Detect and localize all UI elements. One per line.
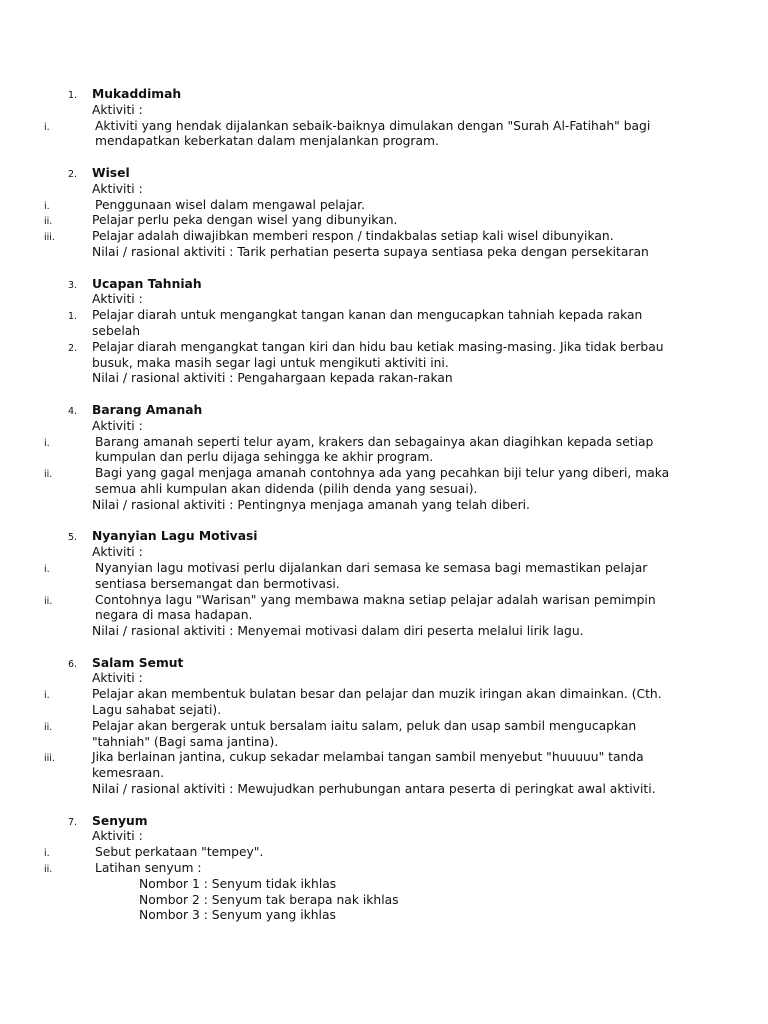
section-ucapan-tahniah xyxy=(0,277,768,388)
item-text: Aktiviti yang hendak dijalankan sebaik-baiknya dimulakan dengan "Surah Al-Fatihah" bagi mendapatkan keberkatan dalam menjalankan program. xyxy=(95,118,651,149)
item-text: Pelajar akan membentuk bulatan besar dan pelajar dan muzik iringan akan dimainkan. (Cth. Lagu sahabat sejati). xyxy=(92,687,662,718)
list-item xyxy=(0,845,768,861)
item-text: Bagi yang gagal menjaga amanah contohnya ada yang pecahkan biji telur yang diberi, maka semua ahli kumpulan akan didenda (pilih denda yang sesuai). xyxy=(95,466,670,496)
item-text: Jika berlainan jantina, cukup sekadar melambai tangan sambil menyebut "huuuuu" tanda kemesraan. xyxy=(92,750,644,781)
item-marker: i. xyxy=(44,200,50,212)
list-item xyxy=(0,213,768,229)
item-marker: ii. xyxy=(44,721,53,733)
section-number: 5. xyxy=(68,532,78,544)
nilai-rasional: Nilai / rasional aktiviti : Tarik perhatian peserta supaya sentiasa peka dengan persekitaran xyxy=(92,244,649,259)
aktiviti-label: Aktiviti : xyxy=(92,545,143,560)
nilai-rasional: Nilai / rasional aktiviti : Menyemai motivasi dalam diri peserta melalui lirik lagu. xyxy=(92,624,584,639)
item-marker: i. xyxy=(44,437,50,449)
list-item xyxy=(0,593,768,625)
aktiviti-label: Aktiviti : xyxy=(92,418,143,433)
section-number: 1. xyxy=(68,90,78,101)
item-marker: ii. xyxy=(44,469,53,481)
nilai-rasional: Nilai / rasional aktiviti : Pengahargaan kepada rakan-rakan xyxy=(92,371,453,386)
document-content xyxy=(0,87,768,924)
section-number: 7. xyxy=(68,816,78,828)
item-marker: ii. xyxy=(44,864,53,876)
item-marker: i. xyxy=(44,690,50,702)
item-marker: iii. xyxy=(44,232,55,244)
section-number: 6. xyxy=(68,658,78,670)
item-text: Latihan senyum : xyxy=(95,861,202,876)
aktiviti-label: Aktiviti : xyxy=(92,292,143,307)
list-item xyxy=(0,198,768,214)
section-mukaddimah xyxy=(0,87,768,150)
section-number: 3. xyxy=(68,279,78,291)
section-nyanyian-lagu-motivasi xyxy=(0,529,768,640)
section-title: Barang Amanah xyxy=(92,402,203,417)
sub-list-item: Nombor 1 : Senyum tidak ikhlas xyxy=(139,876,337,891)
section-title: Mukaddimah xyxy=(92,87,182,101)
item-text: Pelajar akan bergerak untuk bersalam iaitu salam, peluk dan usap sambil mengucapkan "tahniah" (Bagi sama jantina). xyxy=(92,718,637,749)
section-title: Senyum xyxy=(92,813,148,828)
section-number: 4. xyxy=(68,405,78,417)
list-item xyxy=(0,561,768,593)
item-text: Pelajar diarah mengangkat tangan kiri dan hidu bau ketiak masing-masing. Jika tidak berbau busuk, maka masih segar lagi untuk mengikuti aktiviti ini. xyxy=(92,339,664,370)
section-number: 2. xyxy=(68,168,78,180)
aktiviti-label: Aktiviti : xyxy=(92,671,143,686)
item-text: Barang amanah seperti telur ayam, krakers dan sebagainya akan diagihkan kepada setiap kumpulan dan perlu dijaga sehingga ke akhir program. xyxy=(95,434,654,465)
item-marker: iii. xyxy=(44,753,55,765)
section-title: Ucapan Tahniah xyxy=(92,276,202,291)
list-item xyxy=(0,119,768,151)
section-title: Wisel xyxy=(92,165,130,180)
aktiviti-label: Aktiviti : xyxy=(92,102,143,117)
sub-list-item: Nombor 3 : Senyum yang ikhlas xyxy=(139,908,336,923)
sub-list-item: Nombor 2 : Senyum tak berapa nak ikhlas xyxy=(139,892,399,907)
list-item xyxy=(0,340,768,372)
list-item xyxy=(0,861,768,877)
item-text: Contohnya lagu "Warisan" yang membawa makna setiap pelajar adalah warisan pemimpin negara di masa hadapan. xyxy=(95,592,656,623)
item-text: Sebut perkataan "tempey". xyxy=(95,845,264,860)
section-title: Salam Semut xyxy=(92,655,184,670)
list-item xyxy=(0,308,768,340)
item-marker: 2. xyxy=(68,342,78,354)
item-text: Nyanyian lagu motivasi perlu dijalankan dari semasa ke semasa bagi memastikan pelajar sentiasa bersemangat dan bermotivasi. xyxy=(95,560,648,591)
list-item xyxy=(0,719,768,751)
section-title: Nyanyian Lagu Motivasi xyxy=(92,529,258,544)
nilai-rasional: Nilai / rasional aktiviti : Mewujudkan perhubungan antara peserta di peringkat awal aktiviti. xyxy=(92,782,656,797)
list-item xyxy=(0,229,768,245)
item-text: Pelajar adalah diwajibkan memberi respon / tindakbalas setiap kali wisel dibunyikan. xyxy=(92,229,614,244)
item-marker: i. xyxy=(44,121,50,133)
list-item xyxy=(0,687,768,719)
item-marker: 1. xyxy=(68,311,78,323)
item-marker: ii. xyxy=(44,216,53,228)
aktiviti-label: Aktiviti : xyxy=(92,829,143,844)
item-text: Pelajar perlu peka dengan wisel yang dibunyikan. xyxy=(92,213,398,228)
section-salam-semut xyxy=(0,656,768,798)
section-barang-amanah xyxy=(0,403,768,514)
nilai-rasional: Nilai / rasional aktiviti : Pentingnya menjaga amanah yang telah diberi. xyxy=(92,497,530,512)
list-item xyxy=(0,750,768,782)
item-text: Penggunaan wisel dalam mengawal pelajar. xyxy=(95,197,365,212)
item-marker: ii. xyxy=(44,595,53,607)
list-item xyxy=(0,435,768,467)
section-senyum xyxy=(0,814,768,925)
section-wisel xyxy=(0,166,768,261)
list-item xyxy=(0,466,768,498)
item-text: Pelajar diarah untuk mengangkat tangan kanan dan mengucapkan tahniah kepada rakan sebelah xyxy=(92,308,643,338)
aktiviti-label: Aktiviti : xyxy=(92,181,143,196)
item-marker: i. xyxy=(44,563,50,575)
item-marker: i. xyxy=(44,848,50,860)
